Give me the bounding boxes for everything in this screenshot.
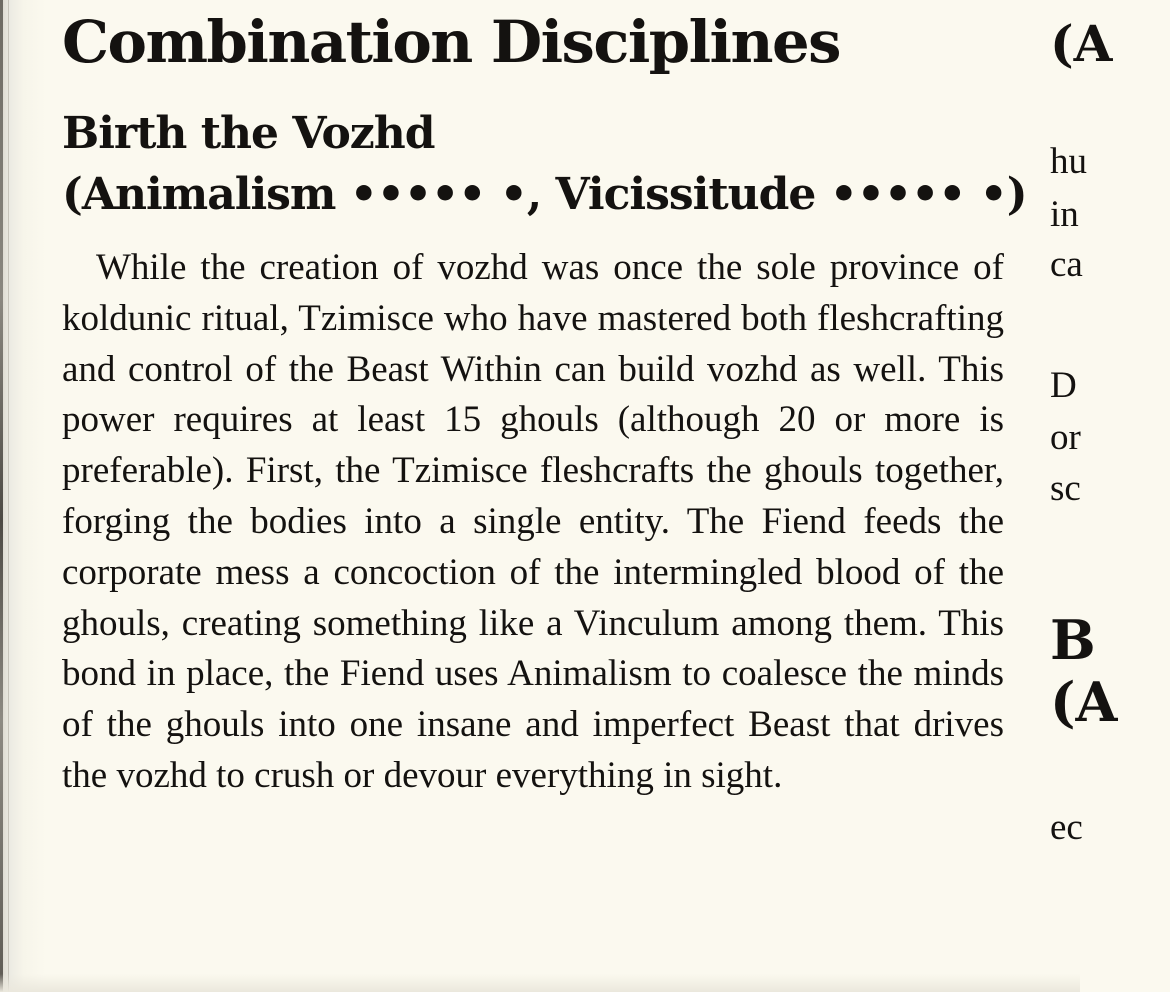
page-gutter-fold — [8, 0, 9, 992]
section-title: Combination Disciplines — [62, 8, 840, 76]
next-column-fragment: ec — [1050, 807, 1083, 848]
power-name: Birth the Vozhd — [62, 108, 435, 159]
next-column-fragment: (A — [1050, 14, 1113, 73]
page-bottom-shadow — [0, 974, 1080, 992]
next-column-fragment: in — [1050, 194, 1079, 235]
next-column-fragment: or — [1050, 417, 1081, 458]
page-gutter-edge — [0, 0, 3, 992]
next-column-fragment: (A — [1050, 670, 1118, 734]
next-column-fragment: hu — [1050, 141, 1087, 182]
power-description: While the creation of vozhd was once the sole province of koldunic ritual, Tzimisce who have mastered both fleshcrafting and control of the Beast Within can build vozhd as well. This power requires at least 15 ghouls (although 20 or more is preferable). First, the Tzimisce fleshcrafts the ghouls together, forging the bodies into a single entity. The Fiend feeds the corporate mess a concoction of the intermingled blood of the ghouls, creating something like a Vinculum among them. This bond in place, the Fiend uses Animalism to coalesce the minds of the ghouls into one insane and imperfect Beast that drives the vozhd to crush or devour everything in sight. — [62, 247, 1004, 796]
next-column-fragment: sc — [1050, 468, 1081, 509]
next-column-fragment: D — [1050, 365, 1077, 406]
power-requirements: (Animalism ••••• •, Vicissitude ••••• •) — [62, 169, 1027, 220]
next-column-fragment: B — [1050, 608, 1096, 672]
next-column-cropped — [1050, 0, 1170, 992]
next-column-fragment: ca — [1050, 244, 1083, 285]
